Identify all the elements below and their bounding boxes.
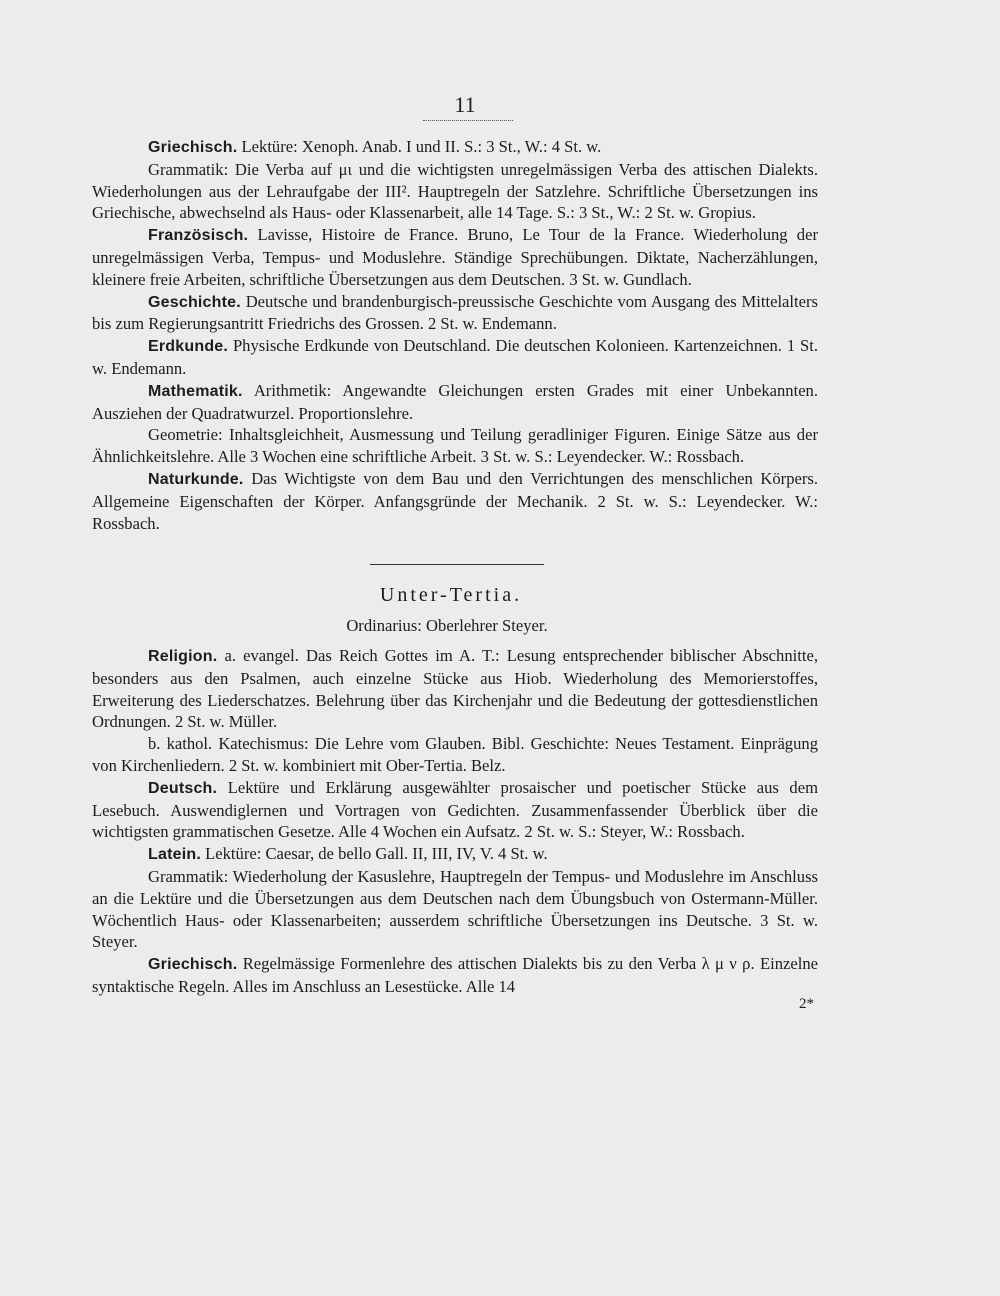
subject-heading: Französisch. (148, 227, 249, 245)
paragraph (92, 645, 818, 733)
subject-heading: Griechisch. (148, 139, 238, 156)
subject-heading: Erdkunde. (148, 338, 229, 356)
subject-heading: Deutsch. (148, 779, 218, 797)
paragraph-text: Grammatik: Wiederholung der Kasuslehre, Hauptregeln der Tempus- und Moduslehre im Anschluss an die Lektüre und die Übersetzungen aus dem Deutschen nach dem Übungsbuch von Ostermann-Müller. Wöchentlich Haus- oder Klassenarbeiten; ausserdem schriftliche Übersetzungen ins Deutsche. 3 St. w. Steyer. (92, 866, 818, 952)
paragraph-text: Lavisse, Histoire de France. Bruno, Le Tour de la France. Wiederholung der unregelmässigen Verba, Tempus- und Moduslehre. Ständige Sprechübungen. Diktate, Nacherzählungen, kleinere freie Arbeiten, schriftliche Übersetzungen aus dem Deutschen. 3 St. w. Gundlach. (92, 225, 818, 289)
paragraph-text: Lektüre: Xenoph. Anab. I und II. S.: 3 St., W.: 4 St. w. (241, 137, 602, 156)
subject-heading: Religion. (148, 647, 218, 665)
paragraph (92, 159, 818, 224)
paragraph (92, 843, 818, 866)
top-section (92, 136, 818, 534)
paragraph-text: Das Wichtigste von dem Bau und den Verrichtungen des menschlichen Körpers. Allgemeine Eigenschaften der Körper. Anfangsgründe der Mechanik. 2 St. w. S.: Leyendecker. W.: Rossbach. (92, 468, 818, 533)
paragraph-text: a. evangel. Das Reich Gottes im A. T.: Lesung entsprechender biblischer Abschnitte, besonders aus den Psalmen, auch einzelne Stücke aus Hiob. Wiederholung des Memorierstoffes, Erweiterung des Liederschatzes. Belehrung über das Kirchenjahr und die Bedeutung der gottesdienstlichen Ordnungen. 2 St. w. Müller. (92, 645, 818, 732)
paragraph-text: b. kathol. Katechismus: Die Lehre vom Glauben. Bibl. Geschichte: Neues Testament. Einprägung von Kirchenliedern. 2 St. w. kombiniert mit Ober-Tertia. Belz. (92, 734, 818, 775)
subject-heading: Mathematik. (148, 382, 243, 400)
page-body (92, 136, 818, 1015)
subject-heading: Geschichte. (148, 293, 241, 311)
paragraph-text: Grammatik: Die Verba auf μι und die wichtigsten unregelmässigen Verba des attischen Dialekts. Wiederholungen aus der Lehraufgabe der III². Hauptregeln der Satzlehre. Schriftliche Übersetzungen ins Griechische, abwechselnd als Haus- oder Klassenarbeit, alle 14 Tage. S.: 3 St., W.: 2 St. w. Gropius. (92, 159, 818, 223)
page-number-ornament (423, 117, 513, 121)
paragraph (92, 424, 818, 468)
page-number: 11 (454, 92, 476, 117)
paragraph (92, 136, 818, 159)
paragraph-text: Physische Erdkunde von Deutschland. Die deutschen Kolonieen. Kartenzeichnen. 1 St. w. Endemann. (92, 336, 819, 378)
subject-heading: Naturkunde. (148, 470, 244, 488)
paragraph-text: Lektüre und Erklärung ausgewählter prosaischer und poetischer Stücke aus dem Lesebuch. Auswendiglernen und Vortragen von Gedichten. Zusammenfassender Überblick über die wichtigsten grammatischen Gesetze. Alle 4 Wochen ein Aufsatz. 2 St. w. S.: Steyer, W.: Rossbach. (92, 777, 818, 842)
printer-signature: 2* (799, 995, 814, 1012)
paragraph (92, 733, 818, 777)
paragraph (92, 335, 818, 380)
paragraph-text: Geometrie: Inhaltsgleichheit, Ausmessung und Teilung geradliniger Figuren. Einige Sätze aus der Ähnlichkeitslehre. Alle 3 Wochen eine schriftliche Arbeit. 3 St. w. S.: Leyendecker. W.: Rossbach. (92, 425, 818, 467)
paragraph (92, 777, 818, 843)
paragraph (92, 468, 818, 534)
subject-heading: Griechisch. (148, 956, 238, 974)
paragraph (92, 866, 818, 953)
paragraph-text: Arithmetik: Angewandte Gleichungen ersten Grades mit einer Unbekannten. Ausziehen der Quadratwurzel. Proportionslehre. (92, 380, 818, 423)
paragraph-text: Lektüre: Caesar, de bello Gall. II, III, IV, V. 4 St. w. (205, 844, 548, 864)
paragraph (92, 380, 818, 425)
section-divider (370, 564, 544, 565)
bottom-section (92, 645, 818, 998)
paragraph-text: Deutsche und brandenburgisch-preussische Geschichte vom Ausgang des Mittelalters bis zum Regierungsantritt Friedrichs des Grossen. 2 St. w. Endemann. (92, 291, 818, 334)
subject-heading: Latein. (148, 846, 201, 864)
ordinarius-line: Ordinarius: Oberlehrer Steyer. (346, 616, 548, 636)
paragraph (92, 953, 818, 998)
section-title: Unter-Tertia. (379, 584, 523, 607)
paragraph (92, 291, 818, 336)
paragraph (92, 224, 818, 290)
paragraph-text: Regelmässige Formenlehre des attischen Dialekts bis zu den Verba λ μ ν ρ. Einzelne syntaktische Regeln. Alles im Anschluss an Lesestücke. Alle 14 (92, 954, 818, 996)
